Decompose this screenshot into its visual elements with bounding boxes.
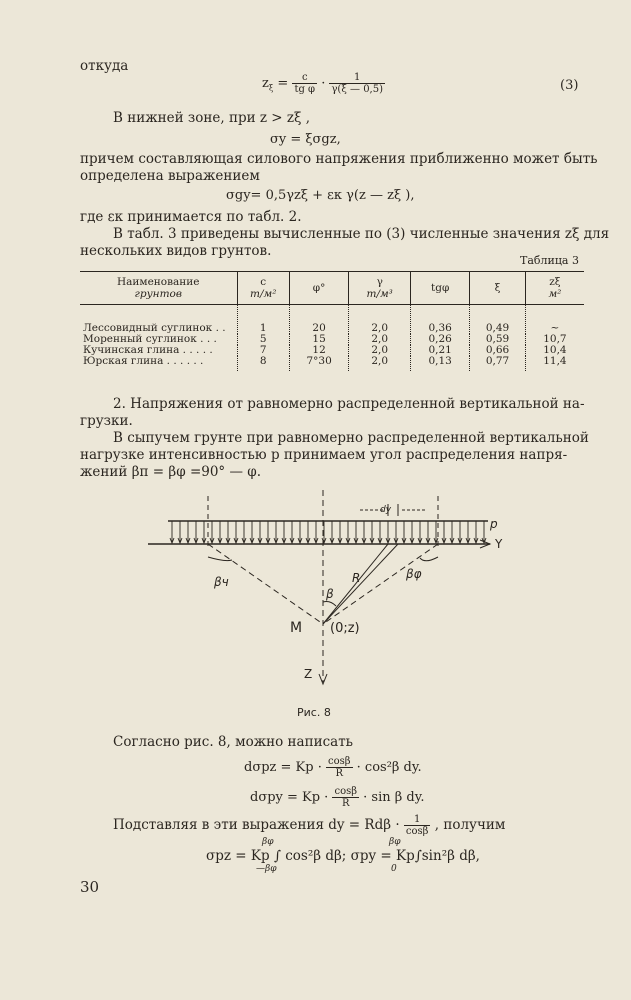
table-caption: Таблица 3 bbox=[520, 254, 579, 267]
right-spread-line bbox=[323, 544, 438, 624]
label-point: (0;z) bbox=[330, 621, 360, 636]
table-cell: Лессовидный суглинок . . bbox=[83, 322, 226, 334]
page-number: 30 bbox=[80, 878, 100, 896]
paragraph-3-line-2: нагрузке интенсивностью p принимаем угол распределения напря- bbox=[80, 447, 568, 463]
soil-table bbox=[80, 271, 584, 371]
label-M: M bbox=[290, 620, 303, 636]
paragraph-3-line-1: В сыпучем грунте при равномерно распределенной вертикальной bbox=[113, 430, 589, 446]
load-arrows bbox=[170, 521, 486, 543]
integral-lower-limit-2: 0 bbox=[391, 864, 397, 874]
word-otkuda: откуда bbox=[80, 58, 129, 74]
substitution-line: Подставляя в эти выражения dy = Rdβ · $\frac{1}{\cos\beta}$ , получим bbox=[113, 814, 506, 837]
integral-equation: σpz = Kp ∫ cos²β dβ; σpy = Kp∫sin²β dβ, bbox=[206, 848, 480, 864]
table-cell: 2,0 bbox=[349, 345, 411, 356]
label-y: Y bbox=[495, 537, 503, 551]
table-cell: 20 bbox=[289, 305, 348, 335]
table-cell: 12 bbox=[289, 345, 348, 356]
table-body bbox=[80, 305, 584, 372]
table-cell: 2,0 bbox=[349, 305, 411, 335]
table-cell: 0,26 bbox=[411, 334, 470, 345]
table-cell: 0,59 bbox=[470, 334, 526, 345]
fraction-cosb-R-2: $\frac{\cos\beta}{R}$ bbox=[334, 786, 358, 809]
equation-dsigma-pz: dσpz = Kp · $\frac{\cos\beta}{R}$ · cos²β dy. bbox=[244, 756, 422, 779]
integral-lower-limit-1: —βφ bbox=[256, 864, 277, 874]
label-beta: β bbox=[326, 587, 334, 601]
paragraph-3-line-3: жений βп = βφ =90° — φ. bbox=[80, 464, 262, 480]
table-cell: 2,0 bbox=[349, 356, 411, 371]
table-cell: 0,13 bbox=[411, 356, 470, 371]
equation-number-3: (3) bbox=[560, 78, 579, 93]
integral-upper-limit-1: βφ bbox=[262, 837, 274, 847]
where-line: где εк принимается по табл. 2. bbox=[80, 209, 302, 225]
table-cell: 2,0 bbox=[349, 334, 411, 345]
table-cell: 0,21 bbox=[411, 345, 470, 356]
table-cell: 0,36 bbox=[411, 305, 470, 335]
figure-8 bbox=[140, 482, 530, 702]
table-header-cell: Наименование грунтов bbox=[80, 272, 237, 305]
table-header-row bbox=[80, 272, 584, 305]
label-dy: dy bbox=[380, 505, 392, 515]
table-cell: Юрская глина . . . . . . bbox=[83, 355, 204, 367]
table-cell: 15 bbox=[289, 334, 348, 345]
fraction-1-cosb: $\frac{1}{\cos\beta}$ bbox=[405, 814, 429, 837]
label-R: R bbox=[352, 571, 361, 585]
table-row bbox=[80, 356, 584, 371]
label-beta-phi: βφ bbox=[406, 567, 422, 581]
table-header-cell: γ т/м³ bbox=[349, 272, 411, 305]
table-cell: 11,4 bbox=[525, 356, 584, 371]
paragraph-1-line-2: определена выражением bbox=[80, 168, 260, 184]
figure-caption: Рис. 8 bbox=[297, 706, 331, 719]
fraction-1-gamma: $\frac{1}{\gamma(\xi — 0,5)}$ bbox=[331, 72, 384, 95]
equation-sigma-y: σy = ξσgz, bbox=[270, 132, 341, 147]
label-beta-ch: βч bbox=[214, 575, 229, 589]
fraction-c-tg: $\frac{c}{\text{tg φ}}$ bbox=[294, 72, 316, 95]
section-2-line-2: грузки. bbox=[80, 413, 133, 429]
table-cell: 0,77 bbox=[470, 356, 526, 371]
table-row bbox=[80, 305, 584, 335]
table-cell: 0,66 bbox=[470, 345, 526, 356]
table-header-cell: c т/м² bbox=[237, 272, 289, 305]
table-cell: Моренный суглинок . . . bbox=[83, 333, 217, 345]
equation-dsigma-py: dσpy = Kp · $\frac{\cos\beta}{R}$ · sin β dy. bbox=[250, 786, 425, 809]
table-cell: 8 bbox=[237, 356, 289, 371]
paragraph-2-line-1: В табл. 3 приведены вычисленные по (3) численные значения zξ для bbox=[113, 226, 610, 242]
arc-beta-phi bbox=[420, 557, 438, 561]
paragraph-4: Согласно рис. 8, можно написать bbox=[113, 734, 354, 750]
lower-zone-text: В нижней зоне, при z > zξ , bbox=[113, 110, 311, 126]
table-cell: 10,4 bbox=[525, 345, 584, 356]
table-cell: 7°30 bbox=[289, 356, 348, 371]
table-header-cell: zξ м² bbox=[525, 272, 584, 305]
integral-upper-limit-2: βφ bbox=[389, 837, 401, 847]
label-z: Z bbox=[304, 667, 313, 681]
table-cell: 5 bbox=[237, 334, 289, 345]
fraction-cosb-R-1: $\frac{\cos\beta}{R}$ bbox=[327, 756, 351, 779]
table-cell: 10,7 bbox=[525, 334, 584, 345]
table-cell: Кучинская глина . . . . . bbox=[83, 344, 213, 356]
table-cell: 0,49 bbox=[470, 305, 526, 335]
table-cell: 1 bbox=[237, 305, 289, 335]
paragraph-2-line-2: нескольких видов грунтов. bbox=[80, 243, 272, 259]
equation-sigma-gy: σgy= 0,5γzξ + εк γ(z — zξ ), bbox=[226, 188, 415, 203]
section-2-line-1: 2. Напряжения от равномерно распределенной вертикальной на- bbox=[113, 396, 585, 412]
table-cell: 7 bbox=[237, 345, 289, 356]
paragraph-1-line-1: причем составляющая силового напряжения приближенно может быть bbox=[80, 151, 598, 167]
label-p: p bbox=[490, 517, 498, 531]
table-cell: ~ bbox=[525, 305, 584, 335]
table-header-cell: tgφ bbox=[411, 272, 470, 305]
arc-beta bbox=[323, 602, 336, 607]
table-header-cell: ξ bbox=[470, 272, 526, 305]
equation-3: $z_\xi$ = $\frac{c}{\text{tg φ}}$ · $\frac{1}{\gamma(\xi — 0,5)}$ bbox=[262, 72, 384, 95]
table-header-cell: φ° bbox=[289, 272, 348, 305]
ray-R-2 bbox=[323, 544, 398, 624]
